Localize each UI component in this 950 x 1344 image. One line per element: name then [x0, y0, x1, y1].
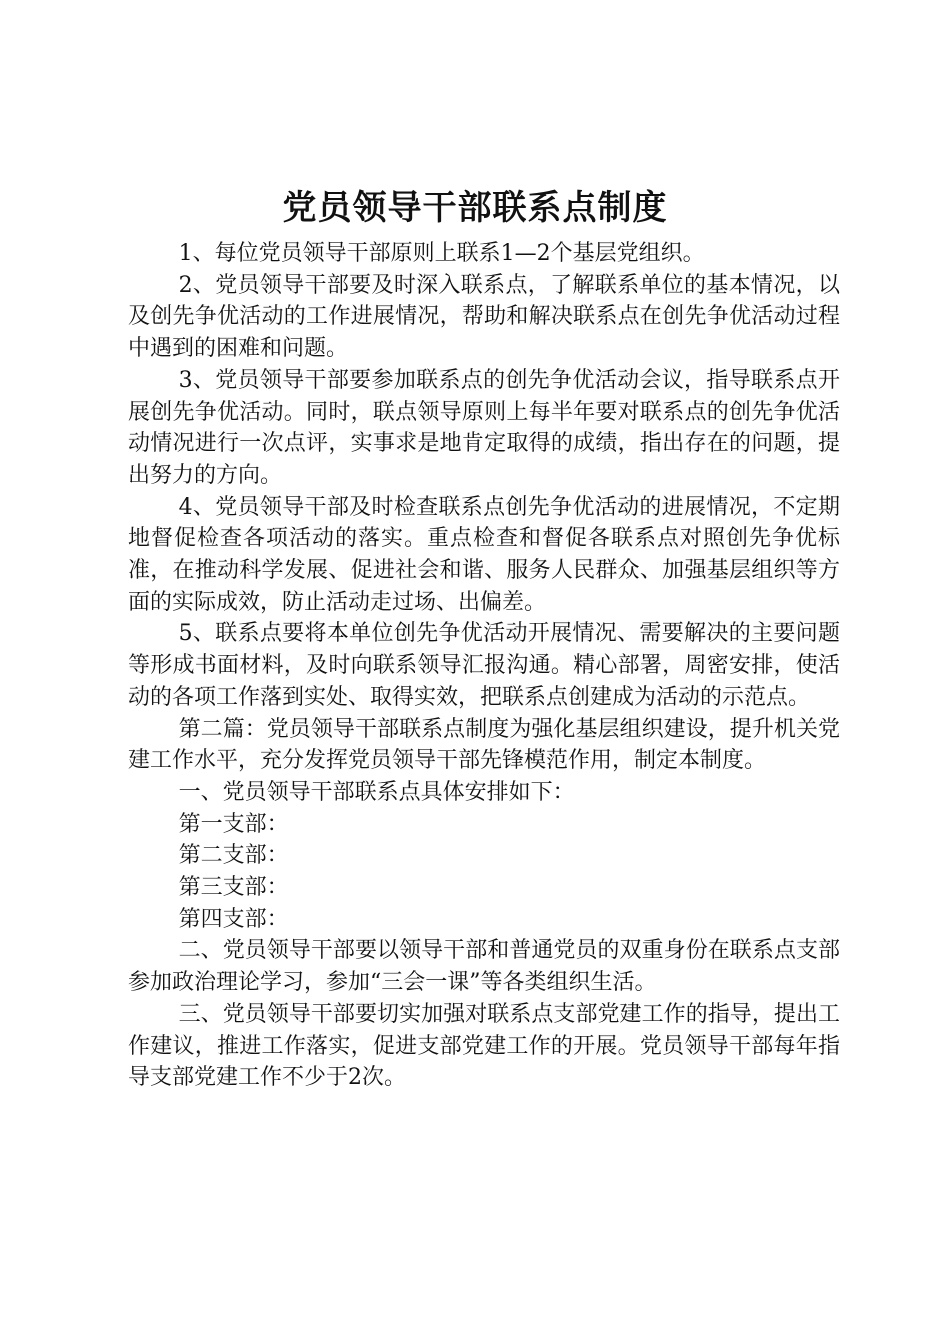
branch-line-2: 第二支部：: [178, 843, 289, 869]
document-body: [128, 238, 840, 1094]
branch-line-4: 第四支部：: [178, 906, 289, 932]
paragraph-section-three: 三、党员领导干部要切实加强对联系点支部党建工作的指导，提出工作建议，推进工作落实，促进支部党建工作的开展。党员领导干部每年指导支部党建工作不少于2次。: [128, 1001, 840, 1091]
paragraph-rule-1: 1、每位党员领导干部原则上联系1—2个基层党组织。: [178, 241, 705, 266]
branch-line-1: 第一支部：: [178, 811, 289, 837]
paragraph-second-part-intro: 第二篇：党员领导干部联系点制度为强化基层组织建设，提升机关党建工作水平，充分发挥党员领导干部先锋模范作用，制定本制度。: [128, 716, 840, 774]
branch-line-3: 第三支部：: [178, 875, 289, 901]
paragraph-rule-2: 2、党员领导干部要及时深入联系点，了解联系单位的基本情况，以及创先争优活动的工作进展情况，帮助和解决联系点在创先争优活动过程中遇到的困难和问题。: [128, 272, 840, 362]
paragraph-rule-4: 4、党员领导干部及时检查联系点创先争优活动的进展情况，不定期地督促检查各项活动的落实。重点检查和督促各联系点对照创先争优标准，在推动科学发展、促进社会和谐、服务人民群众、加强基层组织等方面的实际成效，防止活动走过场、出偏差。: [128, 494, 840, 615]
paragraph-rule-3: 3、党员领导干部要参加联系点的创先争优活动会议，指导联系点开展创先争优活动。同时，联点领导原则上每半年要对联系点的创先争优活动情况进行一次点评，实事求是地肯定取得的成绩，指出存在的问题，提出努力的方向。: [128, 367, 840, 488]
document-title: 党员领导干部联系点制度: [282, 188, 668, 228]
paragraph-rule-5: 5、联系点要将本单位创先争优活动开展情况、需要解决的主要问题等形成书面材料，及时向联系领导汇报沟通。精心部署，周密安排，使活动的各项工作落到实处、取得实效，把联系点创建成为活动的示范点。: [128, 621, 840, 710]
paragraph-section-two: 二、党员领导干部要以领导干部和普通党员的双重身份在联系点支部参加政治理论学习，参加“三会一课”等各类组织生活。: [128, 938, 840, 996]
paragraph-section-one: 一、党员领导干部联系点具体安排如下：: [178, 779, 575, 805]
